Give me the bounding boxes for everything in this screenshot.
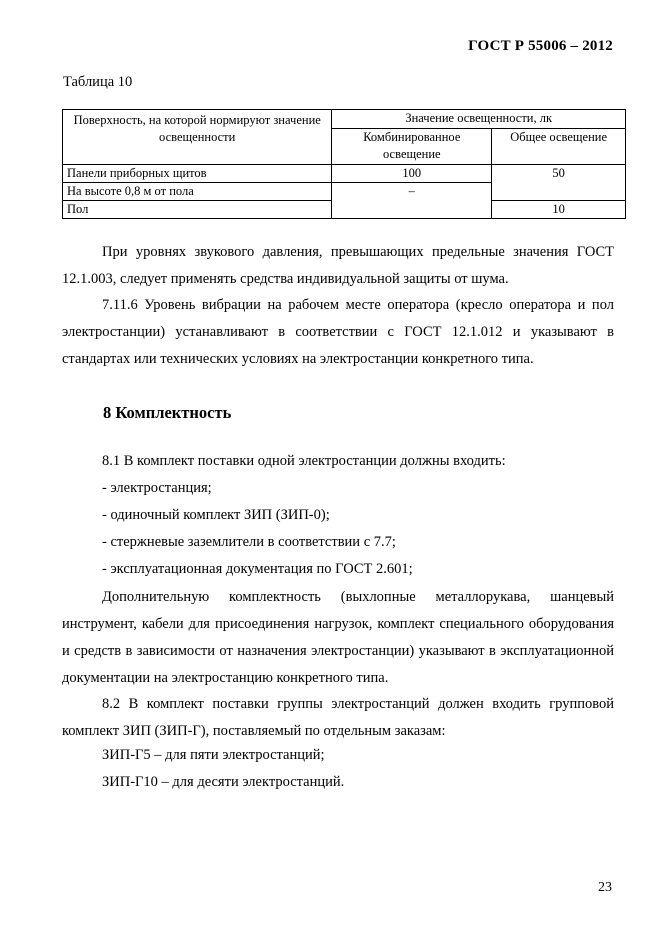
general-value-merged: 50 — [492, 165, 626, 201]
header-general-lighting: Общее освещение — [492, 129, 626, 165]
paragraph-7-11-6: 7.11.6 Уровень вибрации на рабочем месте оператора (кресло оператора и пол электростанции) устанавливают в соответствии с ГОСТ 12.1.012 и указывают в стандартах или технических условиях на электростанции конкретного типа. — [62, 297, 614, 367]
header-surface: Поверхность, на которой нормируют значение освещенности — [63, 110, 332, 165]
list-item-documentation: - эксплуатационная документация по ГОСТ 2.601; — [102, 561, 413, 577]
zip-g10-line: ЗИП-Г10 – для десяти электростанций. — [102, 774, 345, 790]
row-combined-panels: 100 — [332, 165, 492, 183]
row-general-floor: 10 — [492, 201, 626, 219]
combined-value-merged: – — [332, 183, 492, 219]
list-item-power-station: - электростанция; — [102, 480, 212, 496]
header-illuminance-value: Значение освещенности, лк — [332, 110, 626, 129]
list-item-ground-rods: - стержневые заземлители в соответствии с 7.7; — [102, 534, 396, 550]
illuminance-table — [62, 109, 626, 219]
header-combined-lighting: Комбинированное освещение — [332, 129, 492, 165]
row-surface-height: На высоте 0,8 м от пола — [63, 183, 332, 201]
zip-g5-line: ЗИП-Г5 – для пяти электростанций; — [102, 747, 325, 763]
page-number: 23 — [598, 880, 612, 895]
table-caption: Таблица 10 — [63, 74, 133, 90]
paragraph-8-2: 8.2 В комплект поставки группы электростанций должен входить групповой комплект ЗИП (ЗИП-Г), поставляемый по отдельным заказам: — [62, 696, 614, 739]
row-surface-panels: Панели приборных щитов — [63, 165, 332, 183]
row-surface-floor: Пол — [63, 201, 332, 219]
paragraph-noise-protection: При уровнях звукового давления, превышающих предельные значения ГОСТ 12.1.003, следует применять средства индивидуальной защиты от шума. — [62, 244, 614, 287]
document-code-header: ГОСТ Р 55006 – 2012 — [468, 38, 613, 54]
section-8-heading: 8 Комплектность — [103, 403, 232, 422]
paragraph-additional-completeness: Дополнительную комплектность (выхлопные металлорукава, шанцевый инструмент, кабели для присоединения нагрузок, комплект специального оборудования и средств в зависимости от назначения электростанции) указывают в эксплуатационной документации на электростанцию конкретного типа. — [62, 589, 614, 686]
paragraph-8-1: 8.1 В комплект поставки одной электростанции должны входить: — [102, 453, 506, 469]
list-item-zip-0: - одиночный комплект ЗИП (ЗИП-0); — [102, 507, 330, 523]
